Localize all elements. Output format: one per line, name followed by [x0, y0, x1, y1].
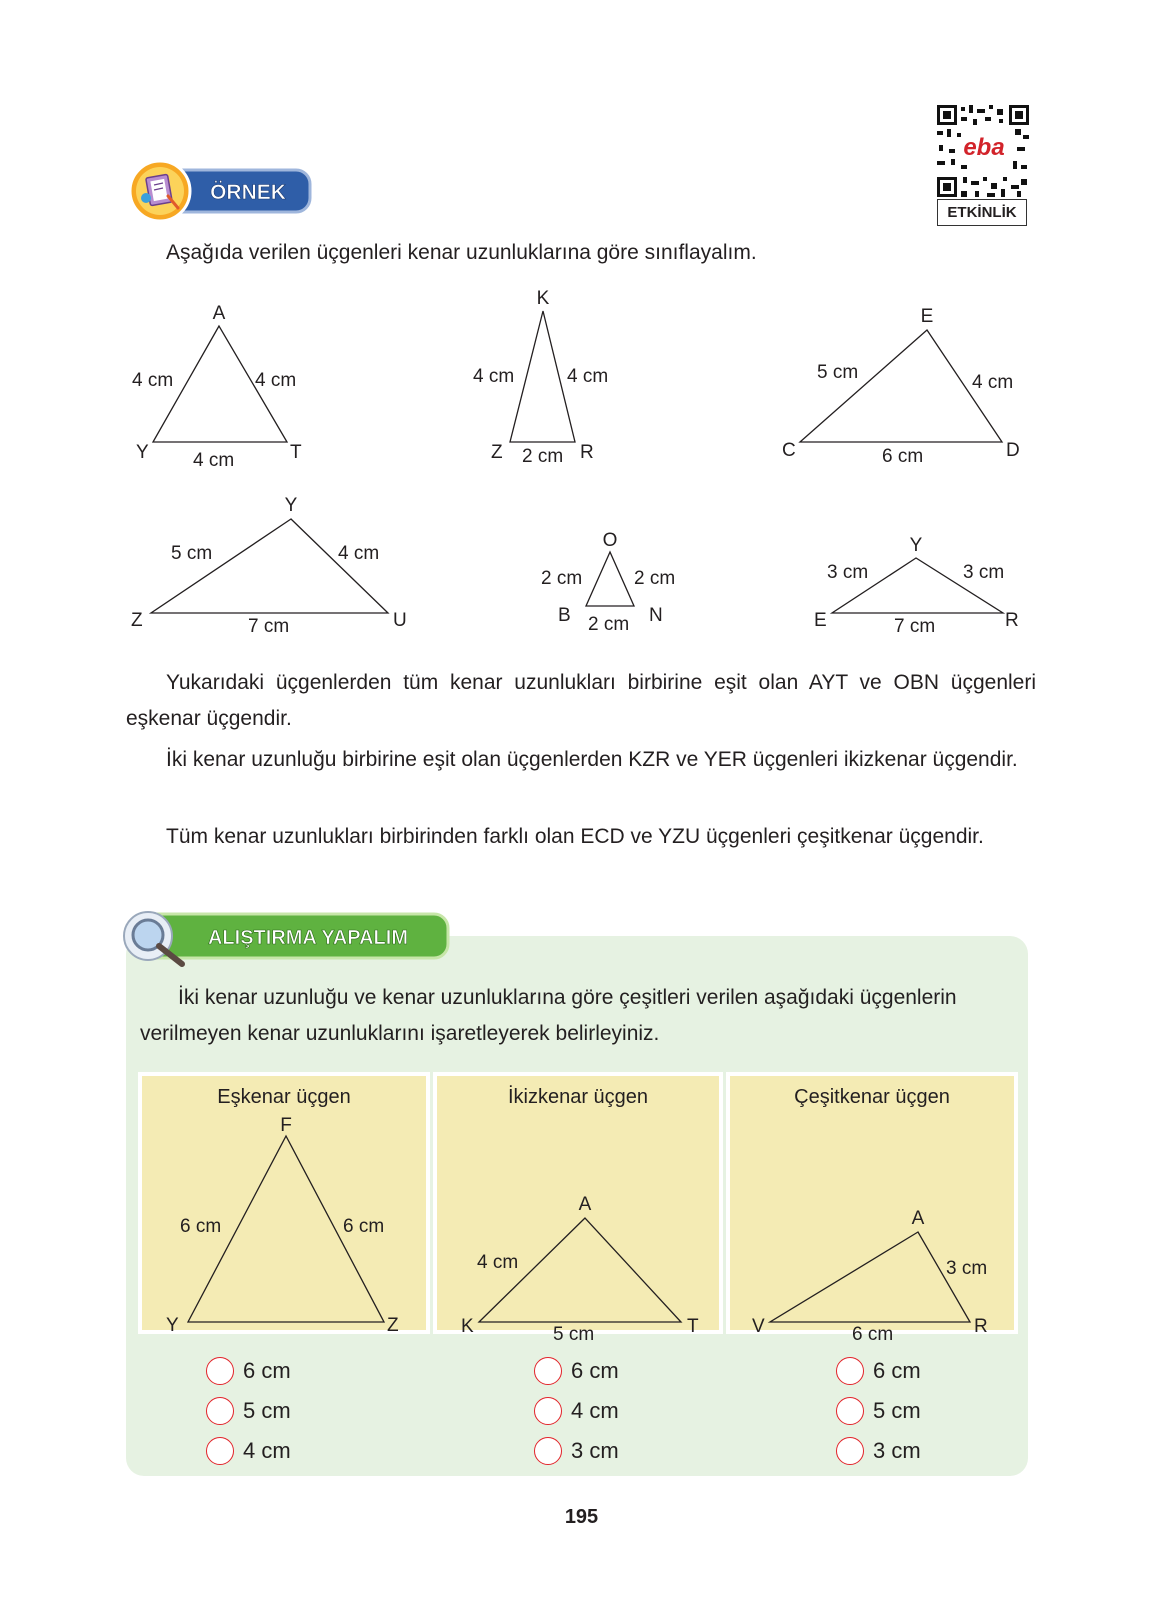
equilateral-triangle — [142, 1076, 426, 1336]
svg-text:R: R — [974, 1316, 988, 1337]
side-label: 7 cm — [248, 616, 290, 637]
radio-circle[interactable] — [836, 1437, 864, 1465]
side-label: 5 cm — [171, 543, 213, 564]
vertex-label: Y — [136, 442, 149, 463]
option-radio[interactable]: 6 cm — [836, 1355, 921, 1387]
svg-text:K: K — [461, 1316, 474, 1337]
svg-text:3 cm: 3 cm — [946, 1258, 988, 1279]
option-radio[interactable]: 4 cm — [206, 1435, 291, 1467]
radio-circle[interactable] — [206, 1437, 234, 1465]
svg-text:6 cm: 6 cm — [180, 1216, 222, 1237]
option-radio[interactable]: 3 cm — [534, 1435, 619, 1467]
radio-circle[interactable] — [534, 1357, 562, 1385]
vertex-label: Z — [491, 442, 503, 463]
qr-code[interactable] — [937, 105, 1029, 197]
svg-text:ALIŞTIRMA YAPALIM: ALIŞTIRMA YAPALIM — [207, 927, 409, 949]
svg-text:6 cm: 6 cm — [852, 1324, 894, 1345]
svg-text:6 cm: 6 cm — [343, 1216, 385, 1237]
side-label: 2 cm — [541, 568, 583, 589]
vertex-label: E — [920, 306, 934, 327]
svg-text:Z: Z — [387, 1315, 399, 1336]
side-label: 2 cm — [634, 568, 676, 589]
vertex-label: K — [536, 288, 550, 309]
scalene-triangle — [730, 1076, 1014, 1345]
side-label: 4 cm — [132, 370, 174, 391]
vertex-label: E — [814, 610, 827, 631]
exercise-badge — [118, 906, 458, 968]
svg-text:Y: Y — [166, 1315, 179, 1336]
svg-text:A: A — [578, 1194, 592, 1215]
vertex-label: Y — [909, 535, 923, 556]
paragraph-isosceles: İki kenar uzunluğu birbirine eşit olan üçgenlerden KZR ve YER üçgenleri ikizkenar üçgendir. — [166, 748, 1018, 771]
box-title: Eşkenar üçgen — [217, 1086, 351, 1108]
triangle-kzr — [510, 311, 575, 442]
intro-text: Aşağıda verilen üçgenleri kenar uzunluklarına göre sınıflayalım. — [166, 241, 757, 264]
isosceles-box — [433, 1072, 723, 1345]
box-title: Çeşitkenar üçgen — [794, 1086, 950, 1108]
isosceles-triangle — [437, 1076, 719, 1345]
option-radio[interactable]: 6 cm — [206, 1355, 291, 1387]
activity-label: ETKİNLİK — [937, 199, 1027, 226]
vertex-label: T — [290, 442, 302, 463]
side-label: 3 cm — [827, 562, 869, 583]
paragraph-scalene: Tüm kenar uzunlukları birbirinden farklı olan ECD ve YZU üçgenleri çeşitkenar üçgendir. — [166, 825, 984, 848]
svg-text:T: T — [687, 1316, 699, 1337]
page-number: 195 — [564, 1506, 599, 1528]
vertex-label: C — [782, 440, 796, 461]
option-radio[interactable]: 5 cm — [206, 1395, 291, 1427]
option-radio[interactable]: 4 cm — [534, 1395, 619, 1427]
vertex-label: R — [1005, 610, 1019, 631]
side-label: 4 cm — [338, 543, 380, 564]
option-radio[interactable]: 5 cm — [836, 1395, 921, 1427]
side-label: 4 cm — [972, 372, 1014, 393]
side-label: 3 cm — [963, 562, 1005, 583]
svg-text:F: F — [280, 1115, 292, 1136]
radio-circle[interactable] — [206, 1397, 234, 1425]
radio-circle[interactable] — [206, 1357, 234, 1385]
side-label: 5 cm — [817, 362, 859, 383]
scalene-box — [726, 1072, 1018, 1345]
vertex-label: A — [212, 303, 226, 324]
vertex-label: O — [602, 530, 618, 551]
side-label: 6 cm — [882, 446, 924, 467]
side-label: 4 cm — [255, 370, 297, 391]
svg-text:eba: eba — [963, 134, 1005, 161]
option-radio[interactable]: 3 cm — [836, 1435, 921, 1467]
exercise-instruction: İki kenar uzunluğu ve kenar uzunluklarına göre çeşitleri verilen aşağıdaki üçgenlerin verilmeyen kenar uzunluklarını işaretleyerek belirleyiniz. — [140, 986, 957, 1045]
svg-text:A: A — [911, 1208, 925, 1229]
example-badge — [128, 160, 318, 224]
vertex-label: Y — [284, 495, 298, 516]
side-label: 4 cm — [473, 366, 515, 387]
side-label: 2 cm — [588, 614, 630, 635]
svg-text:4 cm: 4 cm — [477, 1252, 519, 1273]
svg-text:5 cm: 5 cm — [553, 1324, 595, 1345]
radio-circle[interactable] — [836, 1357, 864, 1385]
vertex-label: B — [558, 605, 571, 626]
svg-text:ÖRNEK: ÖRNEK — [210, 181, 286, 204]
paragraph-equilateral: Yukarıdaki üçgenlerden tüm kenar uzunlukları birbirine eşit olan AYT ve OBN üçgenleri eşkenar üçgendir. — [126, 671, 1036, 730]
radio-circle[interactable] — [534, 1437, 562, 1465]
radio-circle[interactable] — [836, 1397, 864, 1425]
example-triangles — [0, 280, 1163, 640]
radio-circle[interactable] — [534, 1397, 562, 1425]
option-radio[interactable]: 6 cm — [534, 1355, 619, 1387]
svg-text:V: V — [752, 1316, 765, 1337]
vertex-label: U — [393, 610, 407, 631]
triangle-yzu — [151, 519, 388, 613]
vertex-label: R — [580, 442, 594, 463]
side-label: 4 cm — [567, 366, 609, 387]
vertex-label: N — [649, 605, 663, 626]
box-title: İkizkenar üçgen — [507, 1086, 649, 1108]
triangle-obn — [586, 552, 634, 606]
vertex-label: Z — [131, 610, 143, 631]
side-label: 4 cm — [193, 450, 235, 471]
vertex-label: D — [1006, 440, 1020, 461]
equilateral-box — [138, 1072, 430, 1334]
side-label: 2 cm — [522, 446, 564, 467]
side-label: 7 cm — [894, 616, 936, 637]
